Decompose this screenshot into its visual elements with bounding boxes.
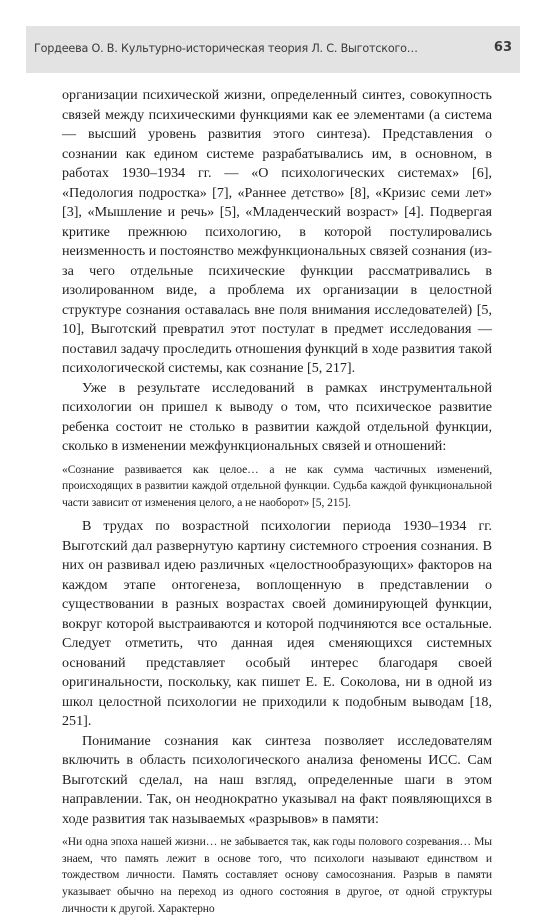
page-number: 63 xyxy=(493,40,512,55)
block-quote: «Сознание развивается как целое… а не как сумма частичных изменений, происходящих в развитии каждой отдельной функции. Судьба каждой функциональной части зависит от изменения целого, а не наоборот» [5, 215]. xyxy=(62,462,492,509)
paragraph: Понимание сознания как синтеза позволяет исследователям включить в область психологического анализа феномены ИСС. Сам Выготский сделал, на наш взгляд, определенные шаги в этом направлении. Так, он неоднократно указывал на факт появляющихся в ходе развития так называемых «разрывов» в памяти: xyxy=(62,732,492,827)
running-header xyxy=(26,26,520,73)
paragraph: организации психической жизни, определенный синтез, совокупность связей между психическими функциями как ее элементами (а система — высший уровень развития этого синтеза). Представления о сознании как едином системе разрабатывались им, в основном, в работах 1930–1934 гг. — «О психологических системах» [6], «Педология подростка» [7], «Раннее детство» [8], «Кризис семи лет» [3], «Мышление и речь» [5], «Младенческий возраст» [4]. Подвергая критике прежнюю психологию, в которой постулировались неизменность и постоянство межфункциональных связей сознания (из-за чего отдельные психические функции рассматривались в изолированном виде, а проблема их организации в целостной структуре сознания оставалась вне поля внимания исследователей) [5, 10], Выготский превратил этот постулат в предмет исследования — поставил задачу проследить отношения функций в ходе развития такой психологической системы, как сознание [5, 217]. xyxy=(62,87,492,376)
header-title: Гордеева О. В. Культурно-историческая теория Л. С. Выготского… xyxy=(34,42,418,55)
block-quote: «Ни одна эпоха нашей жизни… не забывается так, как годы полового созревания… Мы знаем, что память лежит в основе того, что психологи называют единством и тождеством личности. Память составляет основу самосознания. Разрыв в памяти указывает обычно на переход из одного состояния в другое, от одной структуры личности к другой. Характерно xyxy=(62,835,492,915)
page-body xyxy=(62,86,492,923)
paragraph: В трудах по возрастной психологии периода 1930–1934 гг. Выготский дал развернутую картину системного строения сознания. В них он развивал идею различных «целостнообразующих» факторов на каждом этапе онтогенеза, воплощенную в представлении о существовании в разных возрастах своей доминирующей функции, вокруг которой выстраиваются и которой подчиняются все остальные. Следует отметить, что данная идея сменяющихся системных оснований представляет особый интерес благодаря своей оригинальности, поскольку, как пишет Е. Е. Соколова, ни в одной из школ целостной психологии не приходили к подобным выводам [18, 251]. xyxy=(62,518,492,730)
paragraph: Уже в результате исследований в рамках инструментальной психологии он пришел к выводу о том, что психическое развитие ребенка состоит не столько в развитии каждой отдельной функции, сколько в изменении межфункциональных связей и отношений: xyxy=(62,379,492,454)
